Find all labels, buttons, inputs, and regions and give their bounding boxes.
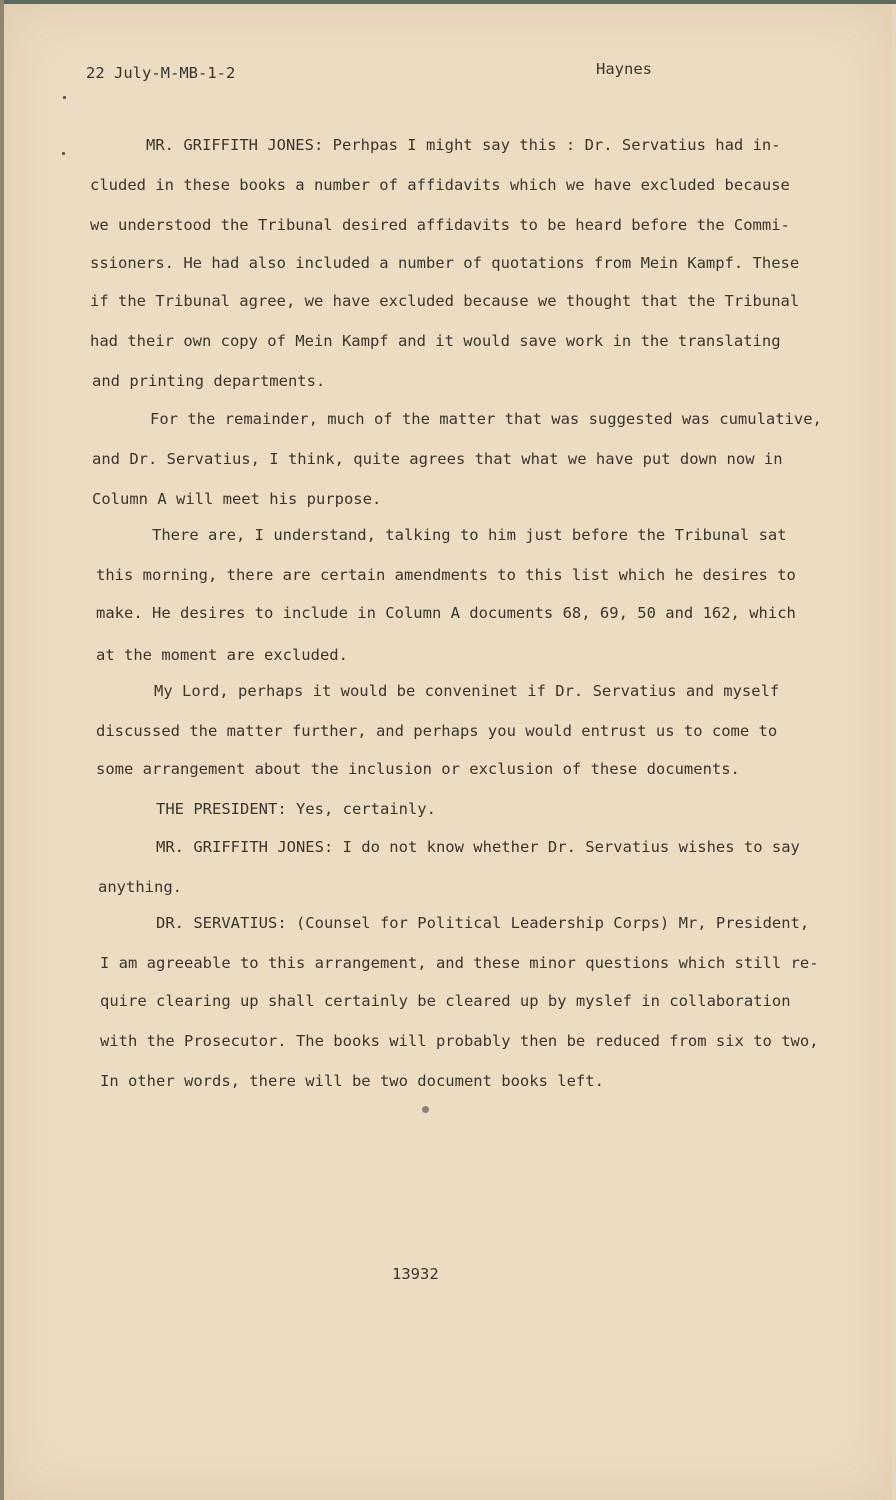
text-line: There are, I understand, talking to him just before the Tribunal sat [152, 526, 787, 544]
page-number: 13932 [392, 1265, 439, 1283]
text-line: ssioners. He had also included a number of quotations from Mein Kampf. These [90, 254, 800, 272]
text-line: In other words, there will be two document books left. [100, 1072, 604, 1090]
text-line: cluded in these books a number of affidavits which we have excluded because [90, 176, 790, 194]
text-line: MR. GRIFFITH JONES: I do not know whether Dr. Servatius wishes to say [156, 838, 800, 856]
margin-mark [62, 152, 65, 155]
text-line: if the Tribunal agree, we have excluded because we thought that the Tribunal [90, 292, 800, 310]
text-line: with the Prosecutor. The books will probably then be reduced from six to two, [100, 1032, 819, 1050]
text-line: I am agreeable to this arrangement, and these minor questions which still re- [100, 954, 819, 972]
text-line: had their own copy of Mein Kampf and it would save work in the translating [90, 332, 781, 350]
text-line: some arrangement about the inclusion or exclusion of these documents. [96, 760, 740, 778]
text-line: For the remainder, much of the matter that was suggested was cumulative, [150, 410, 822, 428]
text-line: Column A will meet his purpose. [92, 490, 382, 508]
text-line: we understood the Tribunal desired affidavits to be heard before the Commi- [90, 216, 790, 234]
text-line: anything. [98, 878, 182, 896]
text-line: and Dr. Servatius, I think, quite agrees that what we have put down now in [92, 450, 783, 468]
text-line: discussed the matter further, and perhaps you would entrust us to come to [96, 722, 778, 740]
text-line: MR. GRIFFITH JONES: Perhpas I might say this : Dr. Servatius had in- [146, 136, 781, 154]
reporter-name: Haynes [596, 60, 652, 78]
text-line: THE PRESIDENT: Yes, certainly. [156, 800, 436, 818]
margin-mark [63, 96, 66, 99]
document-reference: 22 July-M-MB-1-2 [86, 64, 236, 82]
text-line: DR. SERVATIUS: (Counsel for Political Leadership Corps) Mr, President, [156, 914, 810, 932]
text-line: My Lord, perhaps it would be conveninet if Dr. Servatius and myself [154, 682, 780, 700]
text-line: and printing departments. [92, 372, 326, 390]
text-line: quire clearing up shall certainly be cleared up by myslef in collaboration [100, 992, 791, 1010]
text-line: at the moment are excluded. [96, 646, 348, 664]
ink-blot [422, 1106, 429, 1113]
text-line: this morning, there are certain amendments to this list which he desires to [96, 566, 796, 584]
text-line: make. He desires to include in Column A documents 68, 69, 50 and 162, which [96, 604, 796, 622]
